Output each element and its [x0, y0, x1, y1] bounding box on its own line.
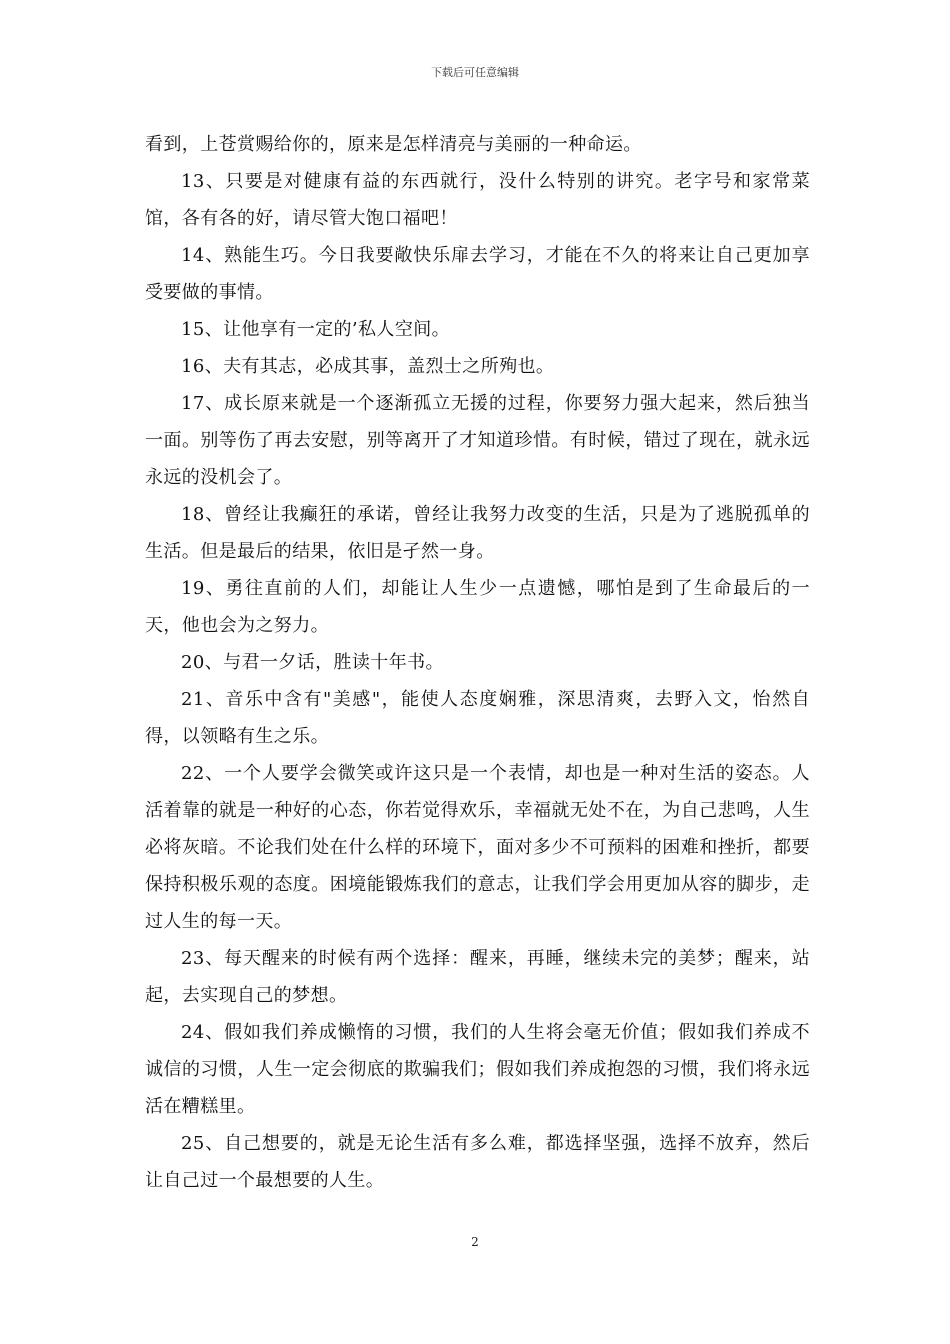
- page-number: 2: [471, 1235, 479, 1249]
- paragraph-continuation: 看到，上苍赏赐给你的，原来是怎样清亮与美丽的一种命运。: [145, 134, 642, 155]
- document-body: [145, 126, 810, 1199]
- paragraph-item-17: 17、成长原来就是一个逐渐孤立无援的过程，你要努力强大起来，然后独当一面。别等伤了再去安慰，别等离开了才知道珍惜。有时候，错过了现在，就永远永远的没机会了。: [145, 393, 810, 488]
- paragraph-item-13: 13、只要是对健康有益的东西就行，没什么特别的讲究。老字号和家常菜馆，各有各的好，请尽管大饱口福吧！: [145, 171, 810, 229]
- paragraph-item-24: 24、假如我们养成懒惰的习惯，我们的人生将会毫无价值；假如我们养成不诚信的习惯，人生一定会彻底的欺骗我们；假如我们养成抱怨的习惯，我们将永远活在糟糕里。: [145, 1022, 810, 1117]
- paragraph-item-25: 25、自己想要的，就是无论生活有多么难，都选择坚强，选择不放弃，然后让自己过一个最想要的人生。: [145, 1133, 810, 1191]
- paragraph-item-14: 14、熟能生巧。今日我要敞快乐扉去学习，才能在不久的将来让自己更加享受要做的事情。: [145, 245, 810, 303]
- paragraph-item-16: 16、夫有其志，必成其事，盖烈士之所殉也。: [181, 356, 555, 377]
- paragraph-item-19: 19、勇往直前的人们，却能让人生少一点遗憾，哪怕是到了生命最后的一天，他也会为之努力。: [145, 578, 810, 636]
- page-header: 下载后可任意编辑: [431, 66, 519, 79]
- paragraph-item-23: 23、每天醒来的时候有两个选择：醒来，再睡，继续未完的美梦；醒来，站起，去实现自己的梦想。: [145, 948, 810, 1006]
- paragraph-item-18: 18、曾经让我癫狂的承诺，曾经让我努力改变的生活，只是为了逃脱孤单的生活。但是最后的结果，依旧是孑然一身。: [145, 504, 810, 562]
- paragraph-item-20: 20、与君一夕话，胜读十年书。: [181, 652, 444, 673]
- paragraph-item-21: 21、音乐中含有"美感"，能使人态度娴雅，深思清爽，去野入文，怡然自得，以领略有生之乐。: [145, 689, 810, 747]
- paragraph-item-15: 15、让他享有一定的’私人空间。: [181, 319, 451, 340]
- paragraph-item-22: 22、一个人要学会微笑或许这只是一个表情，却也是一种对生活的姿态。人活着靠的就是一种好的心态，你若觉得欢乐，幸福就无处不在，为自己悲鸣，人生必将灰暗。不论我们处在什么样的环境下，面对多少不可预料的困难和挫折，都要保持积极乐观的态度。困境能锻炼我们的意志，让我们学会用更加从容的脚步，走过人生的每一天。: [145, 763, 810, 932]
